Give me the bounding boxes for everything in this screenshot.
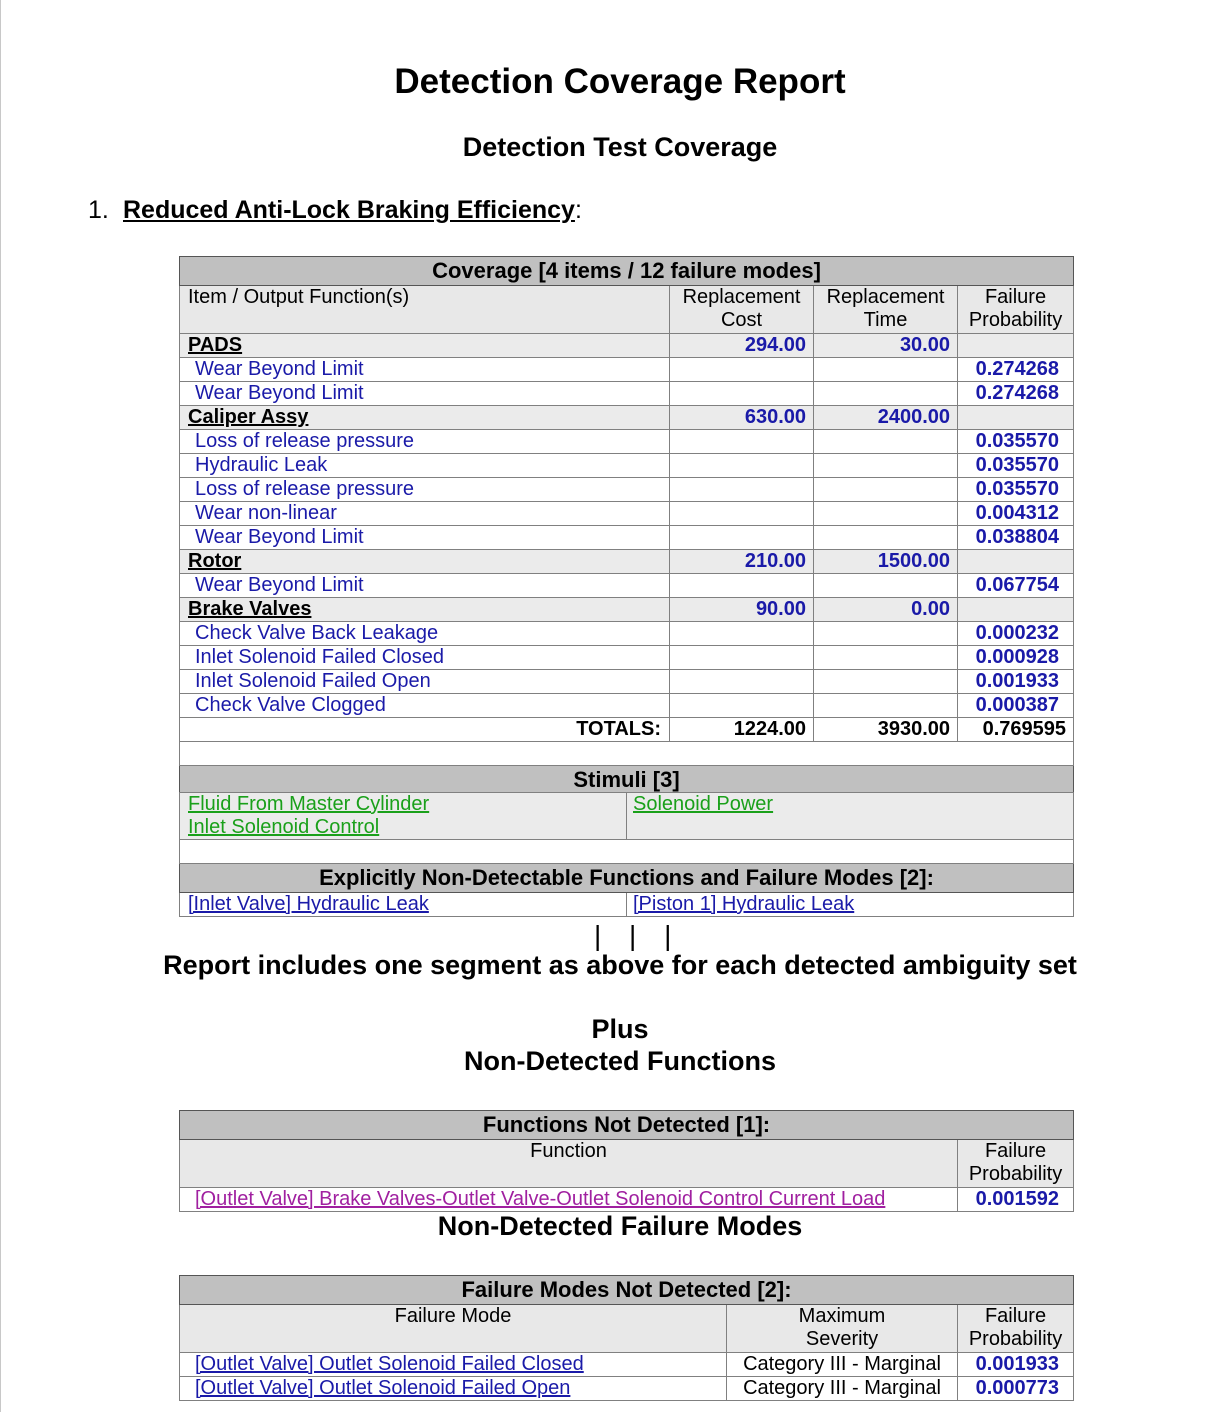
failure-probability: 0.004312 (958, 502, 1074, 526)
failure-mode-name: Loss of release pressure (180, 478, 670, 502)
col-time-header (814, 286, 958, 334)
col-function-header: Function (180, 1140, 958, 1188)
empty-cell (670, 526, 814, 550)
failure-mode-link[interactable]: [Outlet Valve] Outlet Solenoid Failed Closed (195, 1353, 584, 1375)
empty-cell (814, 622, 958, 646)
failure-mode-row (180, 694, 1074, 718)
failure-mode-name: Wear Beyond Limit (180, 574, 670, 598)
failure-probability: 0.000387 (958, 694, 1074, 718)
failure-mode-row (180, 622, 1074, 646)
non-detectable-row (180, 893, 1074, 917)
plus-heading: Plus (591, 1014, 649, 1044)
empty-cell (670, 670, 814, 694)
section-colon: : (574, 196, 582, 224)
section-name: Reduced Anti-Lock Braking Efficiency (123, 196, 575, 224)
failure-mode-name: Wear Beyond Limit (180, 526, 670, 550)
failure-mode-name: Loss of release pressure (180, 430, 670, 454)
report-subtitle: Detection Test Coverage (462, 132, 778, 162)
failure-probability: 0.001933 (958, 1353, 1074, 1377)
stimuli-row (180, 793, 1074, 840)
failure-probability: 0.035570 (958, 478, 1074, 502)
col-time-line2: Time (863, 309, 908, 331)
item-name: Rotor (180, 550, 670, 574)
table-row (180, 1377, 1074, 1401)
col-prob-line2: Probability (968, 309, 1063, 331)
totals-label: TOTALS: (180, 718, 670, 742)
empty-cell (670, 694, 814, 718)
col-prob-header (958, 286, 1074, 334)
non-detected-failure-modes-title: Non-Detected Failure Modes (437, 1211, 803, 1241)
empty-cell (670, 430, 814, 454)
empty-cell (814, 526, 958, 550)
page-edge (0, 0, 1, 1412)
table-row (180, 1353, 1074, 1377)
empty-cell (814, 574, 958, 598)
failure-mode-name: Wear non-linear (180, 502, 670, 526)
col-prob-header (958, 1140, 1074, 1188)
non-detected-functions-title: Non-Detected Functions (463, 1046, 776, 1076)
col-sev-line1: Maximum (798, 1305, 886, 1327)
replacement-time: 30.00 (814, 334, 958, 358)
empty-cell (814, 358, 958, 382)
stimuli-table (179, 792, 1074, 917)
empty-cell (670, 478, 814, 502)
failure-probability: 0.035570 (958, 454, 1074, 478)
failure-mode-link[interactable]: [Outlet Valve] Outlet Solenoid Failed Open (195, 1377, 571, 1399)
empty-cell (814, 670, 958, 694)
failure-probability: 0.274268 (958, 382, 1074, 406)
failure-mode-row (180, 478, 1074, 502)
failure-mode-row (180, 358, 1074, 382)
failure-mode-name: Check Valve Back Leakage (180, 622, 670, 646)
stimuli-header: Stimuli [3] (180, 766, 1074, 795)
empty-cell (670, 358, 814, 382)
failure-mode-name: Inlet Solenoid Failed Open (180, 670, 670, 694)
replacement-cost: 90.00 (670, 598, 814, 622)
failure-mode-row (180, 502, 1074, 526)
empty-cell (670, 646, 814, 670)
stimuli-left (180, 793, 627, 840)
replacement-cost: 294.00 (670, 334, 814, 358)
replacement-time: 2400.00 (814, 406, 958, 430)
functions-not-detected-table (179, 1110, 1074, 1212)
failure-mode-row (180, 454, 1074, 478)
table-row (180, 1188, 1074, 1212)
item-row (180, 406, 1074, 430)
failure-modes-not-detected-header: Failure Modes Not Detected [2]: (180, 1276, 1074, 1305)
total-time: 3930.00 (814, 718, 958, 742)
stimuli-right (627, 793, 1074, 840)
empty-cell (814, 430, 958, 454)
item-name: Brake Valves (180, 598, 670, 622)
failure-probability: 0.001933 (958, 670, 1074, 694)
failure-mode-name: Hydraulic Leak (180, 454, 670, 478)
item-name: PADS (180, 334, 670, 358)
stimulus-link[interactable]: Inlet Solenoid Control (188, 816, 380, 838)
col-prob-line1: Failure (984, 286, 1047, 308)
col-item-header: Item / Output Function(s) (180, 286, 670, 334)
col-prob-line1: Failure (984, 1305, 1047, 1327)
empty-cell (958, 406, 1074, 430)
report-title: Detection Coverage Report (394, 62, 846, 101)
total-cost: 1224.00 (670, 718, 814, 742)
failure-probability: 0.000773 (958, 1377, 1074, 1401)
functions-not-detected-header: Functions Not Detected [1]: (180, 1111, 1074, 1140)
failure-probability: 0.035570 (958, 430, 1074, 454)
empty-cell (670, 574, 814, 598)
empty-cell (670, 382, 814, 406)
col-cost-line2: Cost (720, 309, 763, 331)
empty-cell (670, 454, 814, 478)
failure-mode-name: Wear Beyond Limit (180, 382, 670, 406)
spacer-row (180, 742, 1074, 766)
empty-cell (670, 622, 814, 646)
empty-cell (958, 334, 1074, 358)
function-link[interactable]: [Outlet Valve] Brake Valves-Outlet Valve-Outlet Solenoid Control Current Load (195, 1188, 886, 1210)
item-row (180, 334, 1074, 358)
failure-probability: 0.000928 (958, 646, 1074, 670)
severity: Category III - Marginal (727, 1377, 958, 1401)
col-mode-header: Failure Mode (180, 1305, 727, 1353)
col-sev-line2: Severity (805, 1328, 879, 1350)
col-prob-line1: Failure (984, 1140, 1047, 1162)
failure-mode-row (180, 646, 1074, 670)
failure-mode-row (180, 382, 1074, 406)
coverage-header: Coverage [4 items / 12 failure modes] (180, 257, 1074, 286)
failure-mode-name: Inlet Solenoid Failed Closed (180, 646, 670, 670)
non-detectable-link[interactable]: [Inlet Valve] Hydraulic Leak (188, 893, 429, 915)
failure-probability: 0.274268 (958, 358, 1074, 382)
continuation-separator: | | | (594, 920, 682, 951)
non-detectable-link[interactable]: [Piston 1] Hydraulic Leak (633, 893, 855, 915)
empty-cell (814, 694, 958, 718)
totals-row (180, 718, 1074, 742)
coverage-table (179, 256, 1074, 795)
failure-mode-name: Wear Beyond Limit (180, 358, 670, 382)
failure-probability: 0.000232 (958, 622, 1074, 646)
replacement-time: 1500.00 (814, 550, 958, 574)
failure-probability: 0.001592 (958, 1188, 1074, 1212)
spacer-row (180, 840, 1074, 864)
item-row (180, 598, 1074, 622)
col-time-line1: Replacement (826, 286, 945, 308)
col-prob-line2: Probability (968, 1163, 1063, 1185)
failure-probability: 0.038804 (958, 526, 1074, 550)
col-cost-header (670, 286, 814, 334)
empty-cell (958, 550, 1074, 574)
failure-mode-row (180, 670, 1074, 694)
non-detectable-header: Explicitly Non-Detectable Functions and Failure Modes [2]: (180, 864, 1074, 893)
replacement-cost: 630.00 (670, 406, 814, 430)
failure-mode-name: Check Valve Clogged (180, 694, 670, 718)
failure-mode-row (180, 574, 1074, 598)
col-severity-header (727, 1305, 958, 1353)
segment-note: Report includes one segment as above for each detected ambiguity set (163, 950, 1077, 980)
item-row (180, 550, 1074, 574)
failure-mode-row (180, 526, 1074, 550)
item-name: Caliper Assy (180, 406, 670, 430)
failure-modes-not-detected-table (179, 1275, 1074, 1401)
stimulus-link[interactable]: Solenoid Power (633, 793, 774, 815)
col-cost-line1: Replacement (682, 286, 801, 308)
empty-cell (814, 502, 958, 526)
replacement-cost: 210.00 (670, 550, 814, 574)
empty-cell (814, 478, 958, 502)
empty-cell (814, 382, 958, 406)
col-prob-line2: Probability (968, 1328, 1063, 1350)
section-number: 1. (88, 196, 109, 224)
empty-cell (814, 646, 958, 670)
col-prob-header (958, 1305, 1074, 1353)
total-prob: 0.769595 (958, 718, 1074, 742)
section-heading (88, 196, 582, 225)
severity: Category III - Marginal (727, 1353, 958, 1377)
failure-mode-row (180, 430, 1074, 454)
empty-cell (814, 454, 958, 478)
failure-probability: 0.067754 (958, 574, 1074, 598)
empty-cell (670, 502, 814, 526)
stimulus-link[interactable]: Fluid From Master Cylinder (188, 793, 430, 815)
replacement-time: 0.00 (814, 598, 958, 622)
empty-cell (958, 598, 1074, 622)
